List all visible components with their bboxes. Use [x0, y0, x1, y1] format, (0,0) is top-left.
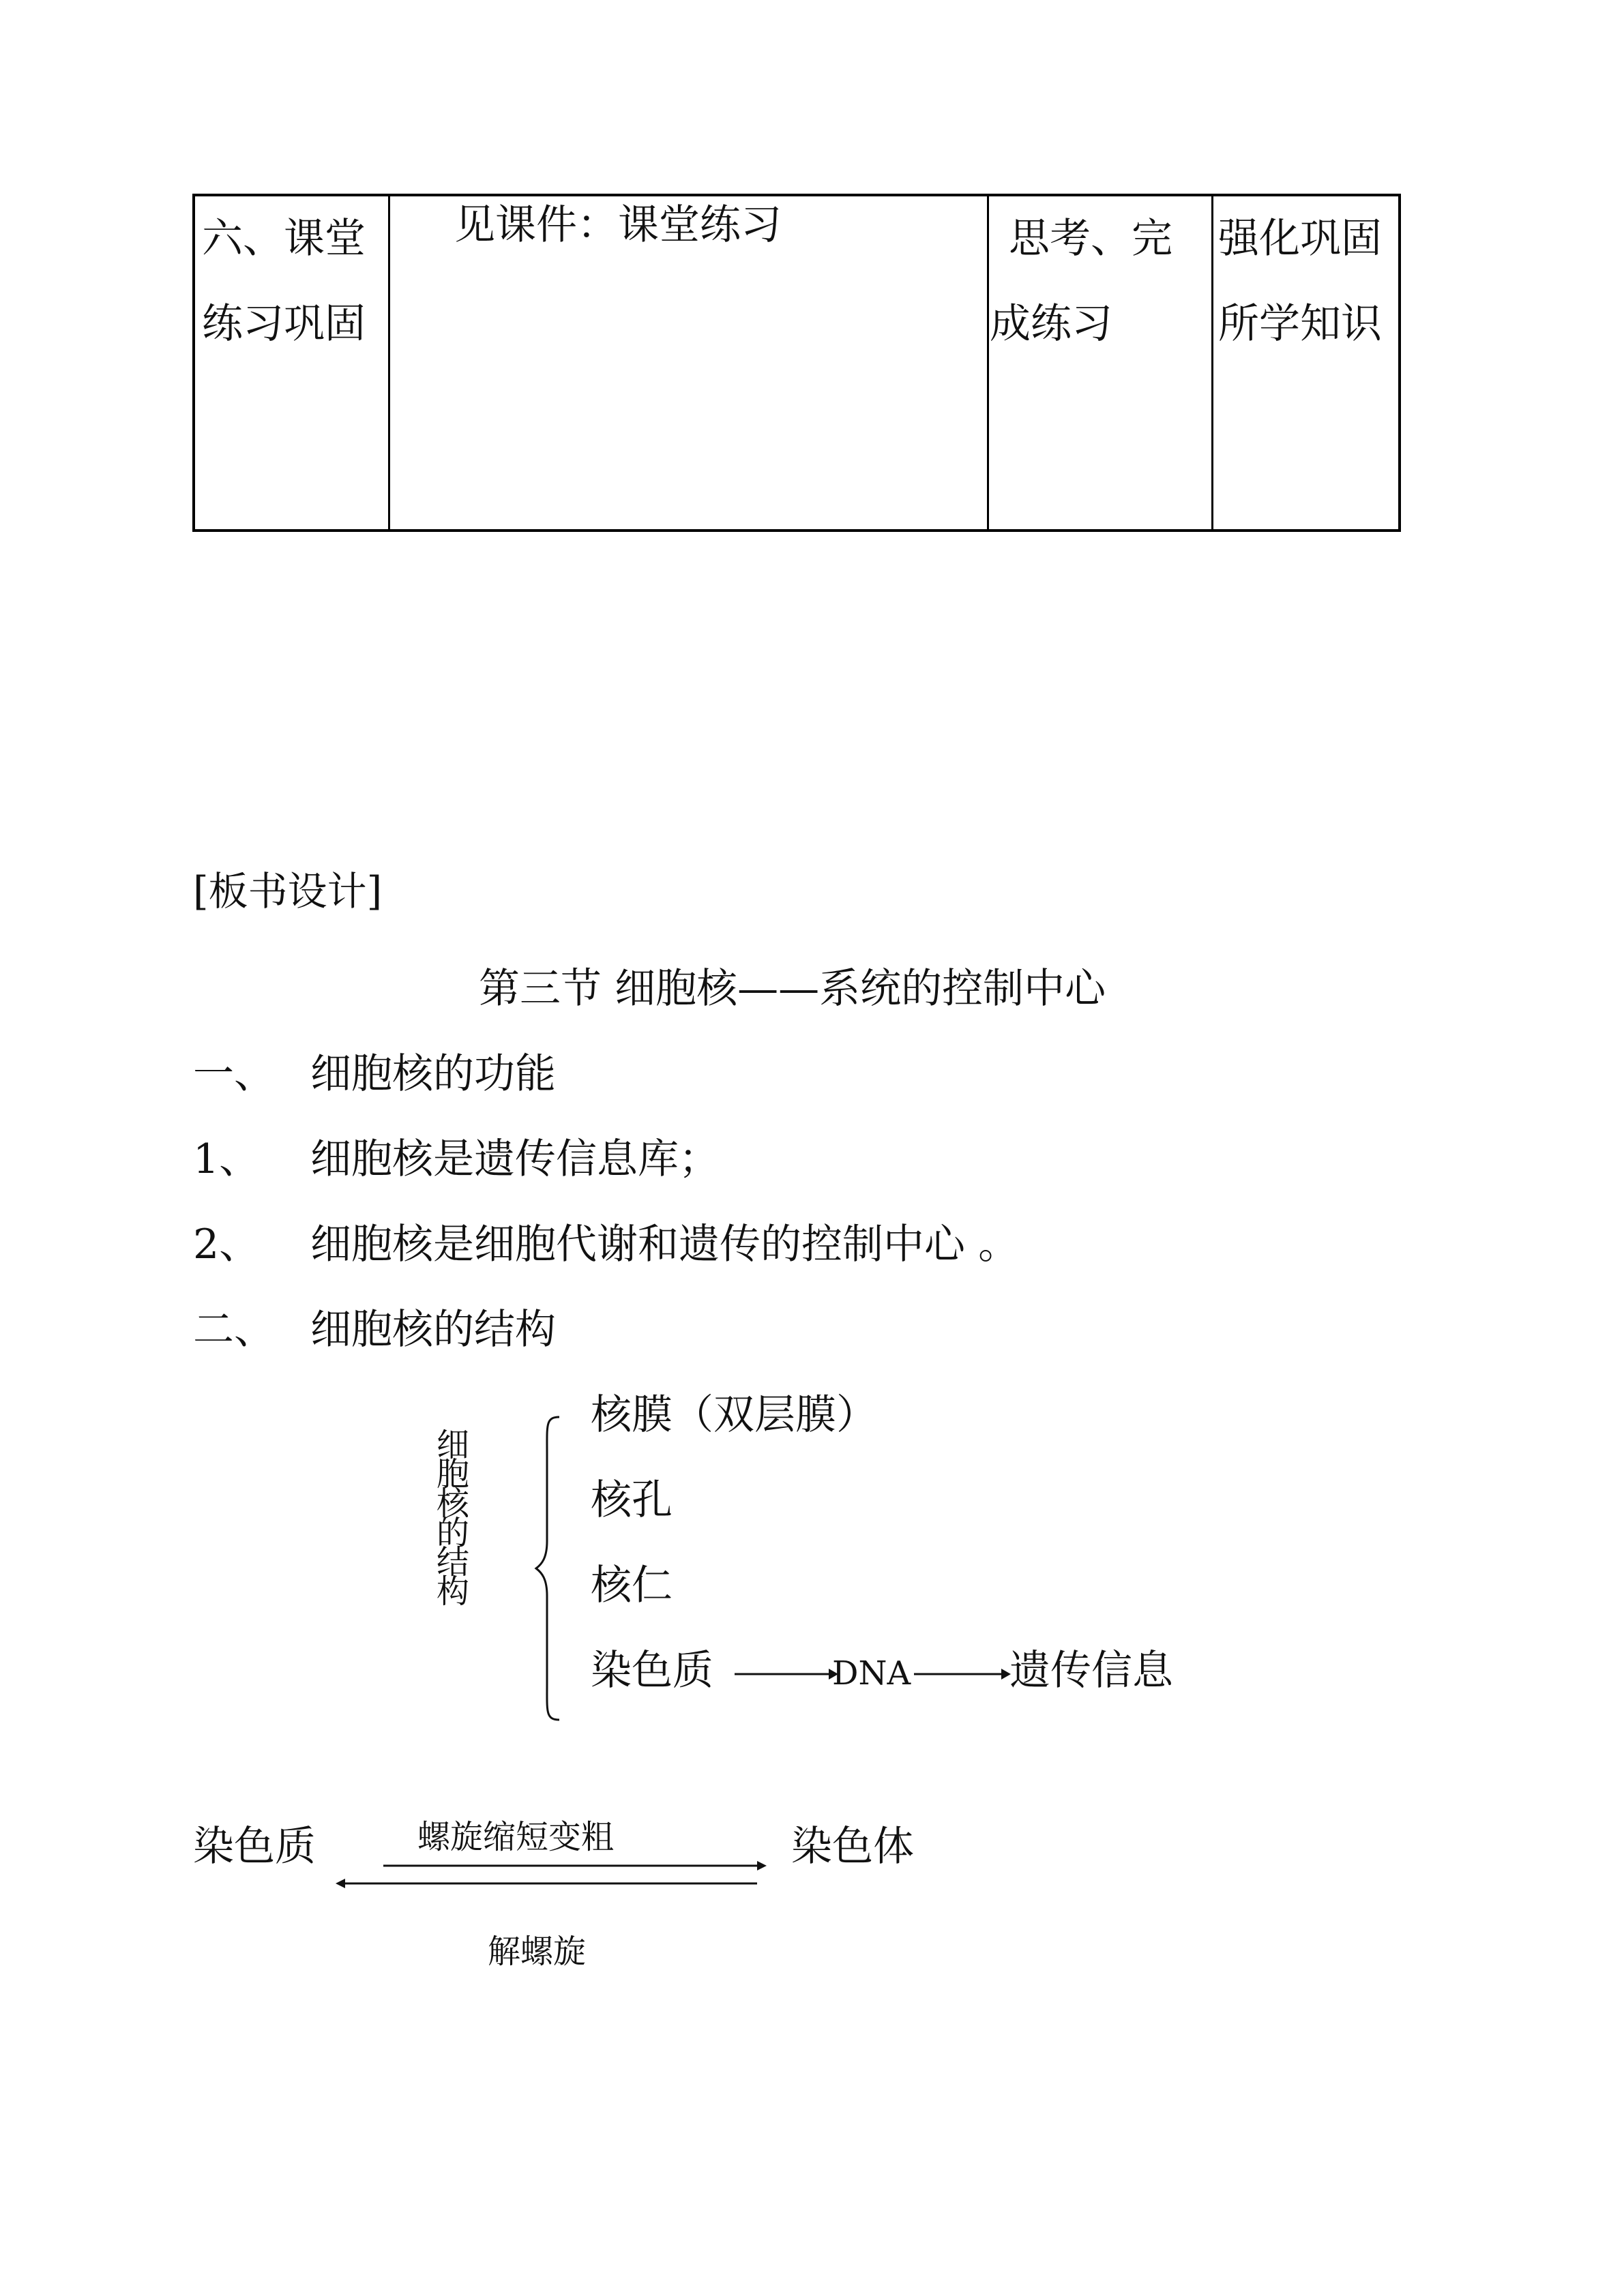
forward-process-label: 螺旋缩短变粗 [417, 1818, 615, 1856]
table-divider [388, 196, 390, 529]
part-chromatin: 染色质 [591, 1647, 713, 1695]
purpose-line: 强化巩固 [1218, 215, 1382, 263]
arrow-right-icon [913, 1664, 1012, 1684]
item-1-number: 1、 [193, 1135, 261, 1183]
label-char: 核 [437, 1485, 470, 1523]
part-nuclear-pore: 核孔 [591, 1476, 673, 1524]
table-divider [1211, 196, 1213, 529]
genetic-info-label: 遗传信息 [1009, 1647, 1173, 1695]
content-text: 见课件：课堂练习 [454, 201, 782, 249]
label-char: 细 [437, 1426, 470, 1464]
purpose-line: 所学知识 [1218, 300, 1382, 348]
student-line: 思考、完 [1009, 215, 1172, 263]
section-2-number: 二、 [193, 1306, 275, 1354]
label-char: 结 [437, 1543, 470, 1581]
label-char: 的 [437, 1514, 470, 1552]
curly-brace [532, 1412, 573, 1725]
backward-process-label: 解螺旋 [488, 1933, 587, 1971]
label-char: 胞 [437, 1455, 470, 1493]
item-2-number: 2、 [193, 1221, 261, 1268]
arrow-right-icon [733, 1664, 839, 1684]
student-cell [990, 196, 1172, 367]
purpose-cell [1218, 196, 1382, 367]
double-arrow-icon [334, 1856, 771, 1897]
chromosome-label: 染色体 [791, 1823, 914, 1870]
board-title: 第三节 细胞核——系统的控制中心 [479, 965, 1106, 1013]
student-line: 成练习 [990, 300, 1112, 348]
section-2-title: 细胞核的结构 [310, 1306, 556, 1354]
item-2-text: 细胞核是细胞代谢和遗传的控制中心 。 [310, 1221, 1020, 1268]
item-1-text: 细胞核是遗传信息库； [310, 1135, 720, 1183]
content-cell [454, 183, 782, 268]
section-1-title: 细胞核的功能 [310, 1050, 556, 1098]
part-nuclear-membrane: 核膜（双层膜） [591, 1391, 877, 1439]
stage-line: 六、课堂 [202, 215, 366, 263]
stage-cell [202, 196, 366, 367]
label-char: 构 [437, 1572, 470, 1611]
dna-label: DNA [832, 1654, 911, 1693]
stage-line: 练习巩固 [202, 300, 366, 348]
lesson-table [192, 194, 1401, 532]
structure-vertical-label [437, 1426, 470, 1611]
part-nucleolus: 核仁 [591, 1562, 673, 1609]
chromatin-label: 染色质 [193, 1823, 316, 1870]
section-1-number: 一、 [193, 1050, 275, 1098]
table-divider [987, 196, 989, 529]
board-heading: [板书设计] [193, 868, 383, 914]
